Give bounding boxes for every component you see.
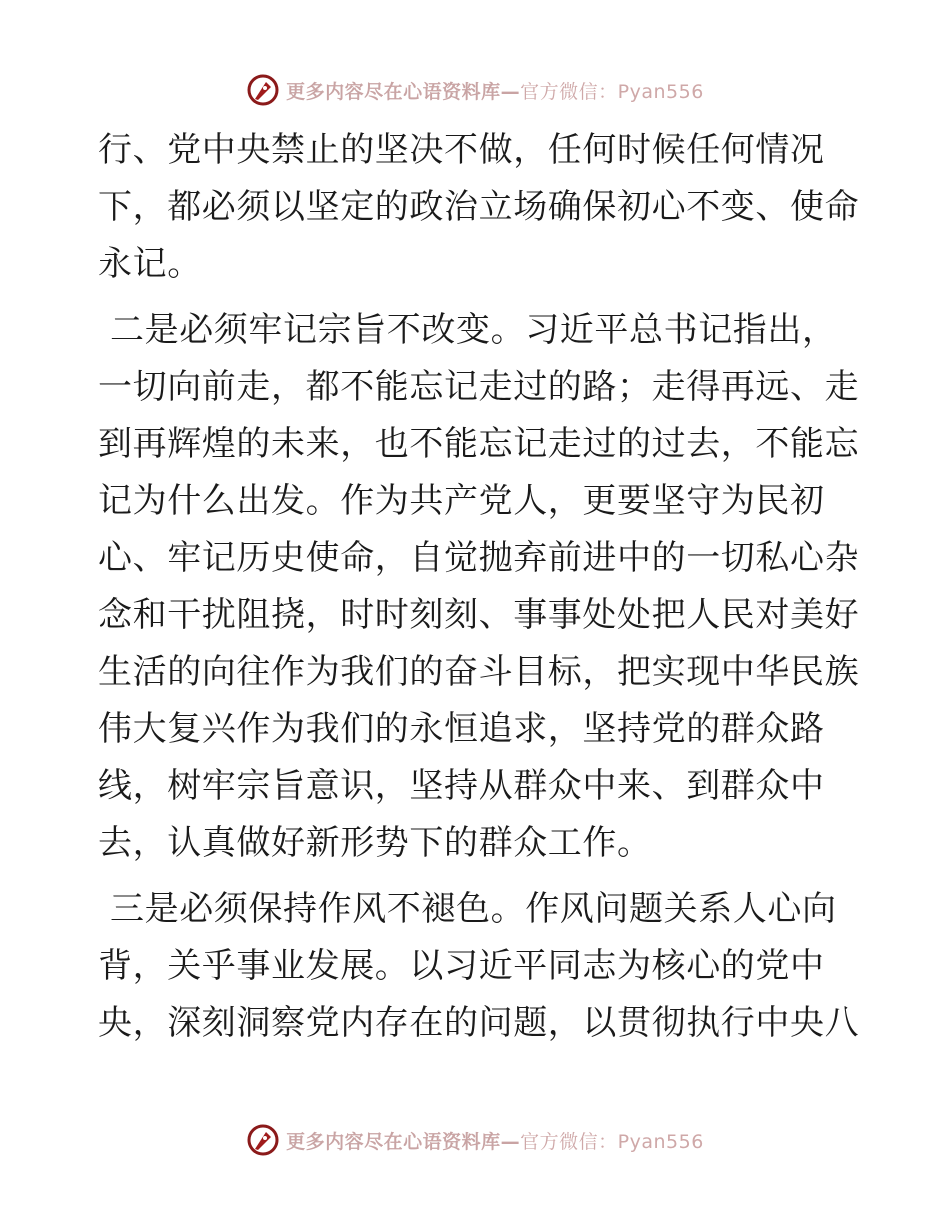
text-line: 伟大复兴作为我们的永恒追求，坚持党的群众路 [98, 709, 825, 749]
watermark-separator: — [500, 1130, 521, 1153]
paragraph-continuation [98, 122, 860, 293]
pen-nib-logo-icon [246, 1123, 280, 1157]
document-body [98, 122, 860, 1052]
text-line: 生活的向往作为我们的奋斗目标，把实现中华民族 [98, 652, 860, 692]
watermark-text [286, 1127, 704, 1154]
paragraph-point-two [98, 302, 860, 872]
paragraph-point-three [98, 881, 860, 1052]
text-line: 记为什么出发。作为共产党人，更要坚守为民初 [98, 481, 825, 521]
text-line: 线，树牢宗旨意识，坚持从群众中来、到群众中 [98, 766, 825, 806]
text-line: 二是必须牢记宗旨不改变。习近平总书记指出， [110, 310, 837, 350]
watermark-wechat: 官方微信：Pyan556 [520, 1130, 704, 1153]
text-line: 到再辉煌的未来，也不能忘记走过的过去，不能忘 [98, 424, 860, 464]
text-line: 行、党中央禁止的坚决不做，任何时候任何情况 [98, 130, 825, 170]
watermark-wechat: 官方微信：Pyan556 [520, 80, 704, 103]
text-line: 一切向前走，都不能忘记走过的路；走得再远、走 [98, 367, 860, 407]
watermark-text [286, 77, 704, 104]
text-line: 下，都必须以坚定的政治立场确保初心不变、使命 [98, 187, 860, 227]
text-line: 央，深刻洞察党内存在的问题，以贯彻执行中央八 [98, 1003, 860, 1043]
pen-nib-logo-icon [246, 73, 280, 107]
text-line: 念和干扰阻挠，时时刻刻、事事处处把人民对美好 [98, 595, 860, 635]
watermark-brand: 更多内容尽在心语资料库 [286, 80, 501, 103]
watermark-separator: — [500, 80, 521, 103]
text-line: 心、牢记历史使命，自觉抛弃前进中的一切私心杂 [98, 538, 860, 578]
text-line: 永记。 [98, 244, 202, 284]
text-line: 三是必须保持作风不褪色。作风问题关系人心向 [110, 889, 837, 929]
text-line: 去，认真做好新形势下的群众工作。 [98, 823, 652, 863]
header-watermark [0, 70, 950, 110]
footer-watermark [0, 1120, 950, 1160]
watermark-brand: 更多内容尽在心语资料库 [286, 1130, 501, 1153]
text-line: 背，关乎事业发展。以习近平同志为核心的党中 [98, 946, 825, 986]
